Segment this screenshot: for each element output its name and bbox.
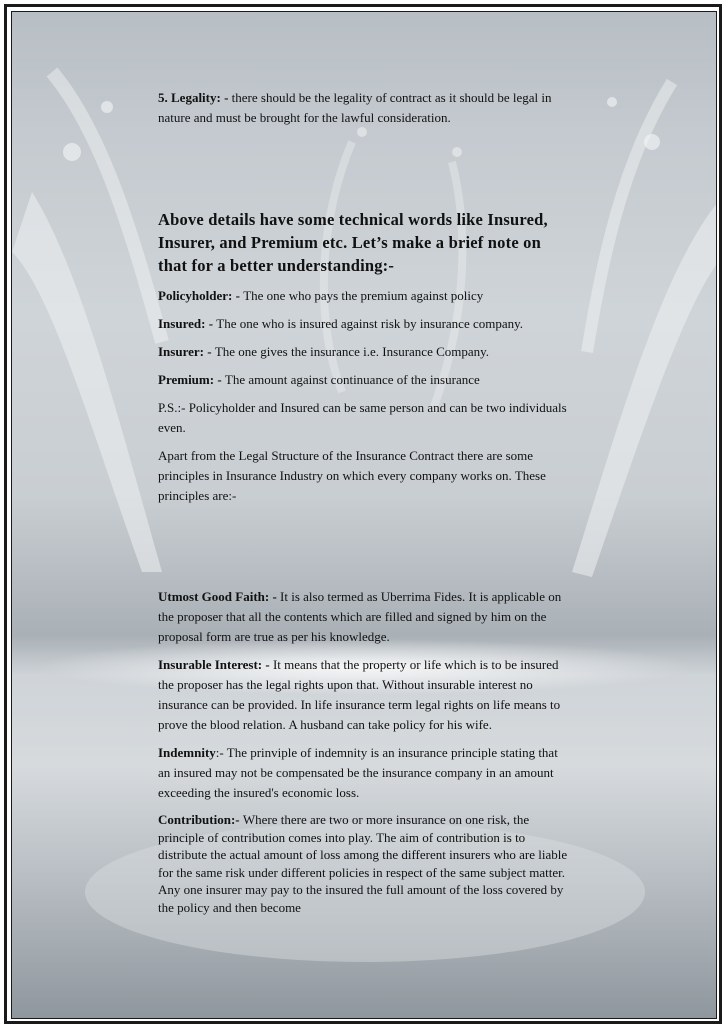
definition-label: Premium: - [158, 372, 225, 387]
principle-label: Insurable Interest: - [158, 657, 273, 672]
definition-insured [158, 314, 570, 334]
principles-section [158, 587, 570, 924]
principle-text: :- The prinviple of indemnity is an insurance principle stating that an insured may not be compensated be the insurance company in an amount exceeding the insured's economic loss. [158, 745, 558, 800]
principle-label: Indemnity [158, 745, 216, 760]
legality-paragraph [158, 88, 570, 128]
definition-label: Policyholder: - [158, 288, 244, 303]
principle-label: Utmost Good Faith: - [158, 589, 281, 604]
definition-insurer [158, 342, 570, 362]
definition-text: The one who pays the premium against policy [243, 288, 484, 303]
principle-label: Contribution:- [158, 812, 243, 827]
definition-text: The one gives the insurance i.e. Insurance Company. [214, 344, 490, 359]
legality-text: there should be the legality of contract as it should be legal in nature and must be brought for the lawful consideration. [158, 90, 552, 125]
section-heading: Above details have some technical words like Insured, Insurer, and Premium etc. Let’s make a brief note on that for a better understanding:- [158, 210, 548, 275]
principle-contribution [158, 811, 570, 916]
principle-indemnity [158, 743, 570, 803]
principles-intro: Apart from the Legal Structure of the Insurance Contract there are some principles in Insurance Industry on which every company works on. These principles are:- [158, 448, 546, 503]
legality-label: 5. Legality: - [158, 90, 232, 105]
definition-policyholder [158, 286, 570, 306]
principle-text: It is also termed as Uberrima Fides. It is applicable on the proposer that all the contents which are filled and signed by him on the proposal form are true as per his knowledge. [158, 589, 562, 644]
definition-label: Insured: - [158, 316, 217, 331]
definition-text: The amount against continuance of the insurance [224, 372, 480, 387]
principle-text: Where there are two or more insurance on one risk, the principle of contribution comes into play. The aim of contribution is to distribute the actual amount of loss among the different insurers who are liable for the same risk under different policies in respect of the same subject matter. Any one insurer may pay to the insured the full amount of the loss covered by the policy and then become [158, 812, 568, 915]
document-body [158, 88, 570, 136]
definition-premium [158, 370, 570, 390]
principle-utmost-good-faith [158, 587, 570, 647]
principle-text: It means that the property or life which is to be insured the proposer has the legal rights upon that. Without insurable interest no insurance can be provided. In life insurance term legal rights on life means to prove the blood relation. A husband can take policy for his wife. [158, 657, 561, 732]
definitions-section [158, 208, 570, 514]
definition-label: Insurer: - [158, 344, 215, 359]
definition-text: The one who is insured against risk by insurance company. [216, 316, 524, 331]
principle-insurable-interest [158, 655, 570, 735]
ps-note: P.S.:- Policyholder and Insured can be same person and can be two individuals even. [158, 400, 567, 435]
